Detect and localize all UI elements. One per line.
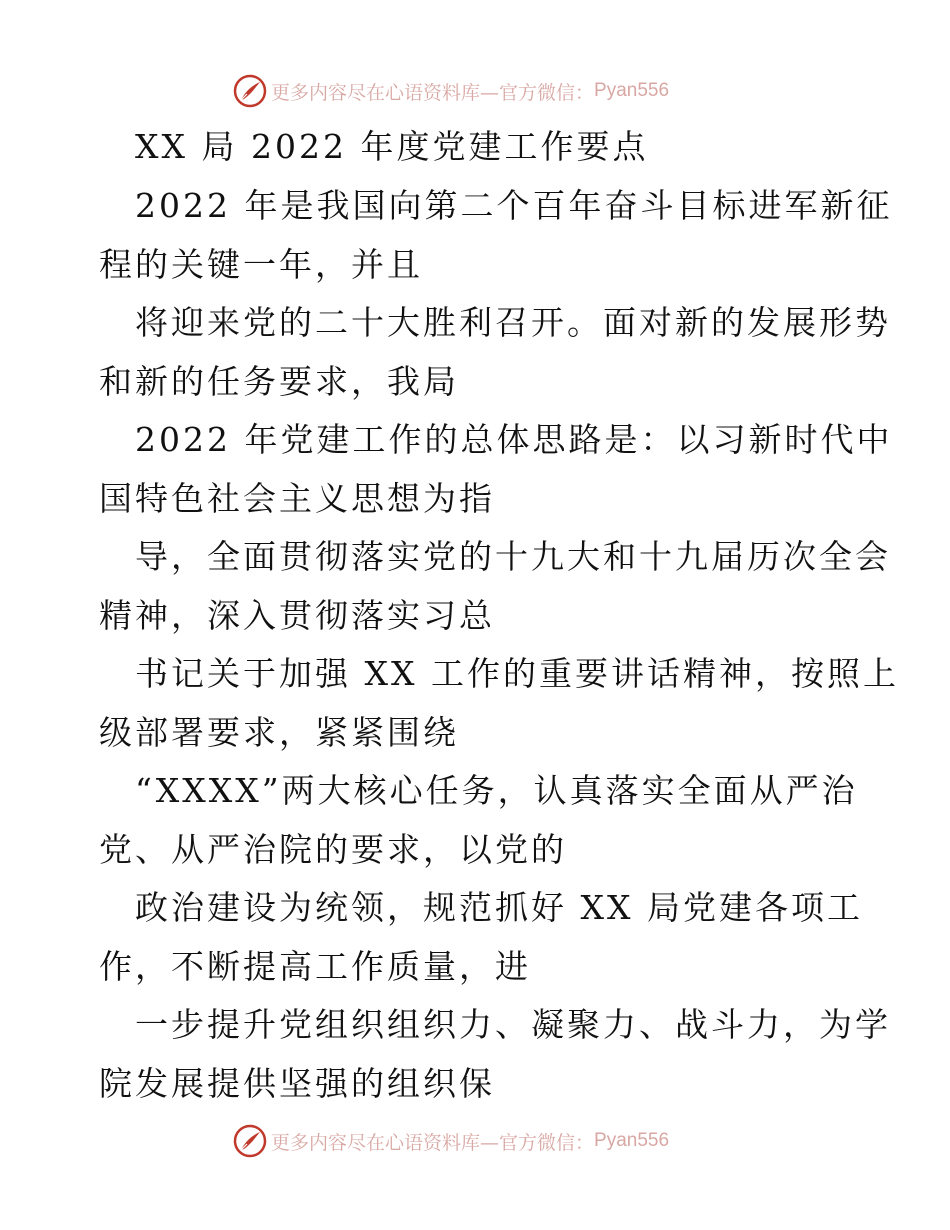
watermark-text: 更多内容尽在心语资料库—官方微信： xyxy=(271,81,595,104)
paragraph-line: 作，不断提高工作质量，进 xyxy=(99,947,531,986)
paragraph-line: 导，全面贯彻落实党的十九大和十九届历次全会 xyxy=(135,537,891,576)
watermark-banner-bottom xyxy=(233,1123,669,1159)
paragraph-line: 一步提升党组织组织力、凝聚力、战斗力，为学 xyxy=(135,1005,891,1044)
document-title: XX 局 2022 年度党建工作要点 xyxy=(135,127,649,166)
paragraph-line: 级部署要求，紧紧围绕 xyxy=(99,713,459,752)
paragraph-line: 国特色社会主义思想为指 xyxy=(99,479,495,518)
paragraph-line: 政治建设为统领，规范抓好 XX 局党建各项工 xyxy=(135,888,863,927)
paragraph-line: 2022 年是我国向第二个百年奋斗目标进军新征 xyxy=(135,186,893,225)
feather-logo-icon xyxy=(233,74,267,108)
paragraph-line: 程的关键一年，并且 xyxy=(99,245,423,284)
paragraph-line: 和新的任务要求，我局 xyxy=(99,362,459,401)
paragraph-line: 2022 年党建工作的总体思路是：以习新时代中 xyxy=(135,420,893,459)
paragraph-line: “XXXX”两大核心任务，认真落实全面从严治 xyxy=(135,771,858,810)
watermark-handle: Pyan556 xyxy=(594,80,670,101)
watermark-banner-top xyxy=(233,73,669,109)
feather-logo-icon xyxy=(233,1124,267,1158)
paragraph-line: 院发展提供坚强的组织保 xyxy=(99,1064,495,1103)
paragraph-line: 精神，深入贯彻落实习总 xyxy=(99,596,495,635)
watermark-handle: Pyan556 xyxy=(594,1130,670,1151)
paragraph-line: 党、从严治院的要求，以党的 xyxy=(99,830,567,869)
paragraph-line: 书记关于加强 XX 工作的重要讲话精神，按照上 xyxy=(135,654,899,693)
paragraph-line: 将迎来党的二十大胜利召开。面对新的发展形势 xyxy=(135,303,891,342)
watermark-text: 更多内容尽在心语资料库—官方微信： xyxy=(271,1131,595,1154)
